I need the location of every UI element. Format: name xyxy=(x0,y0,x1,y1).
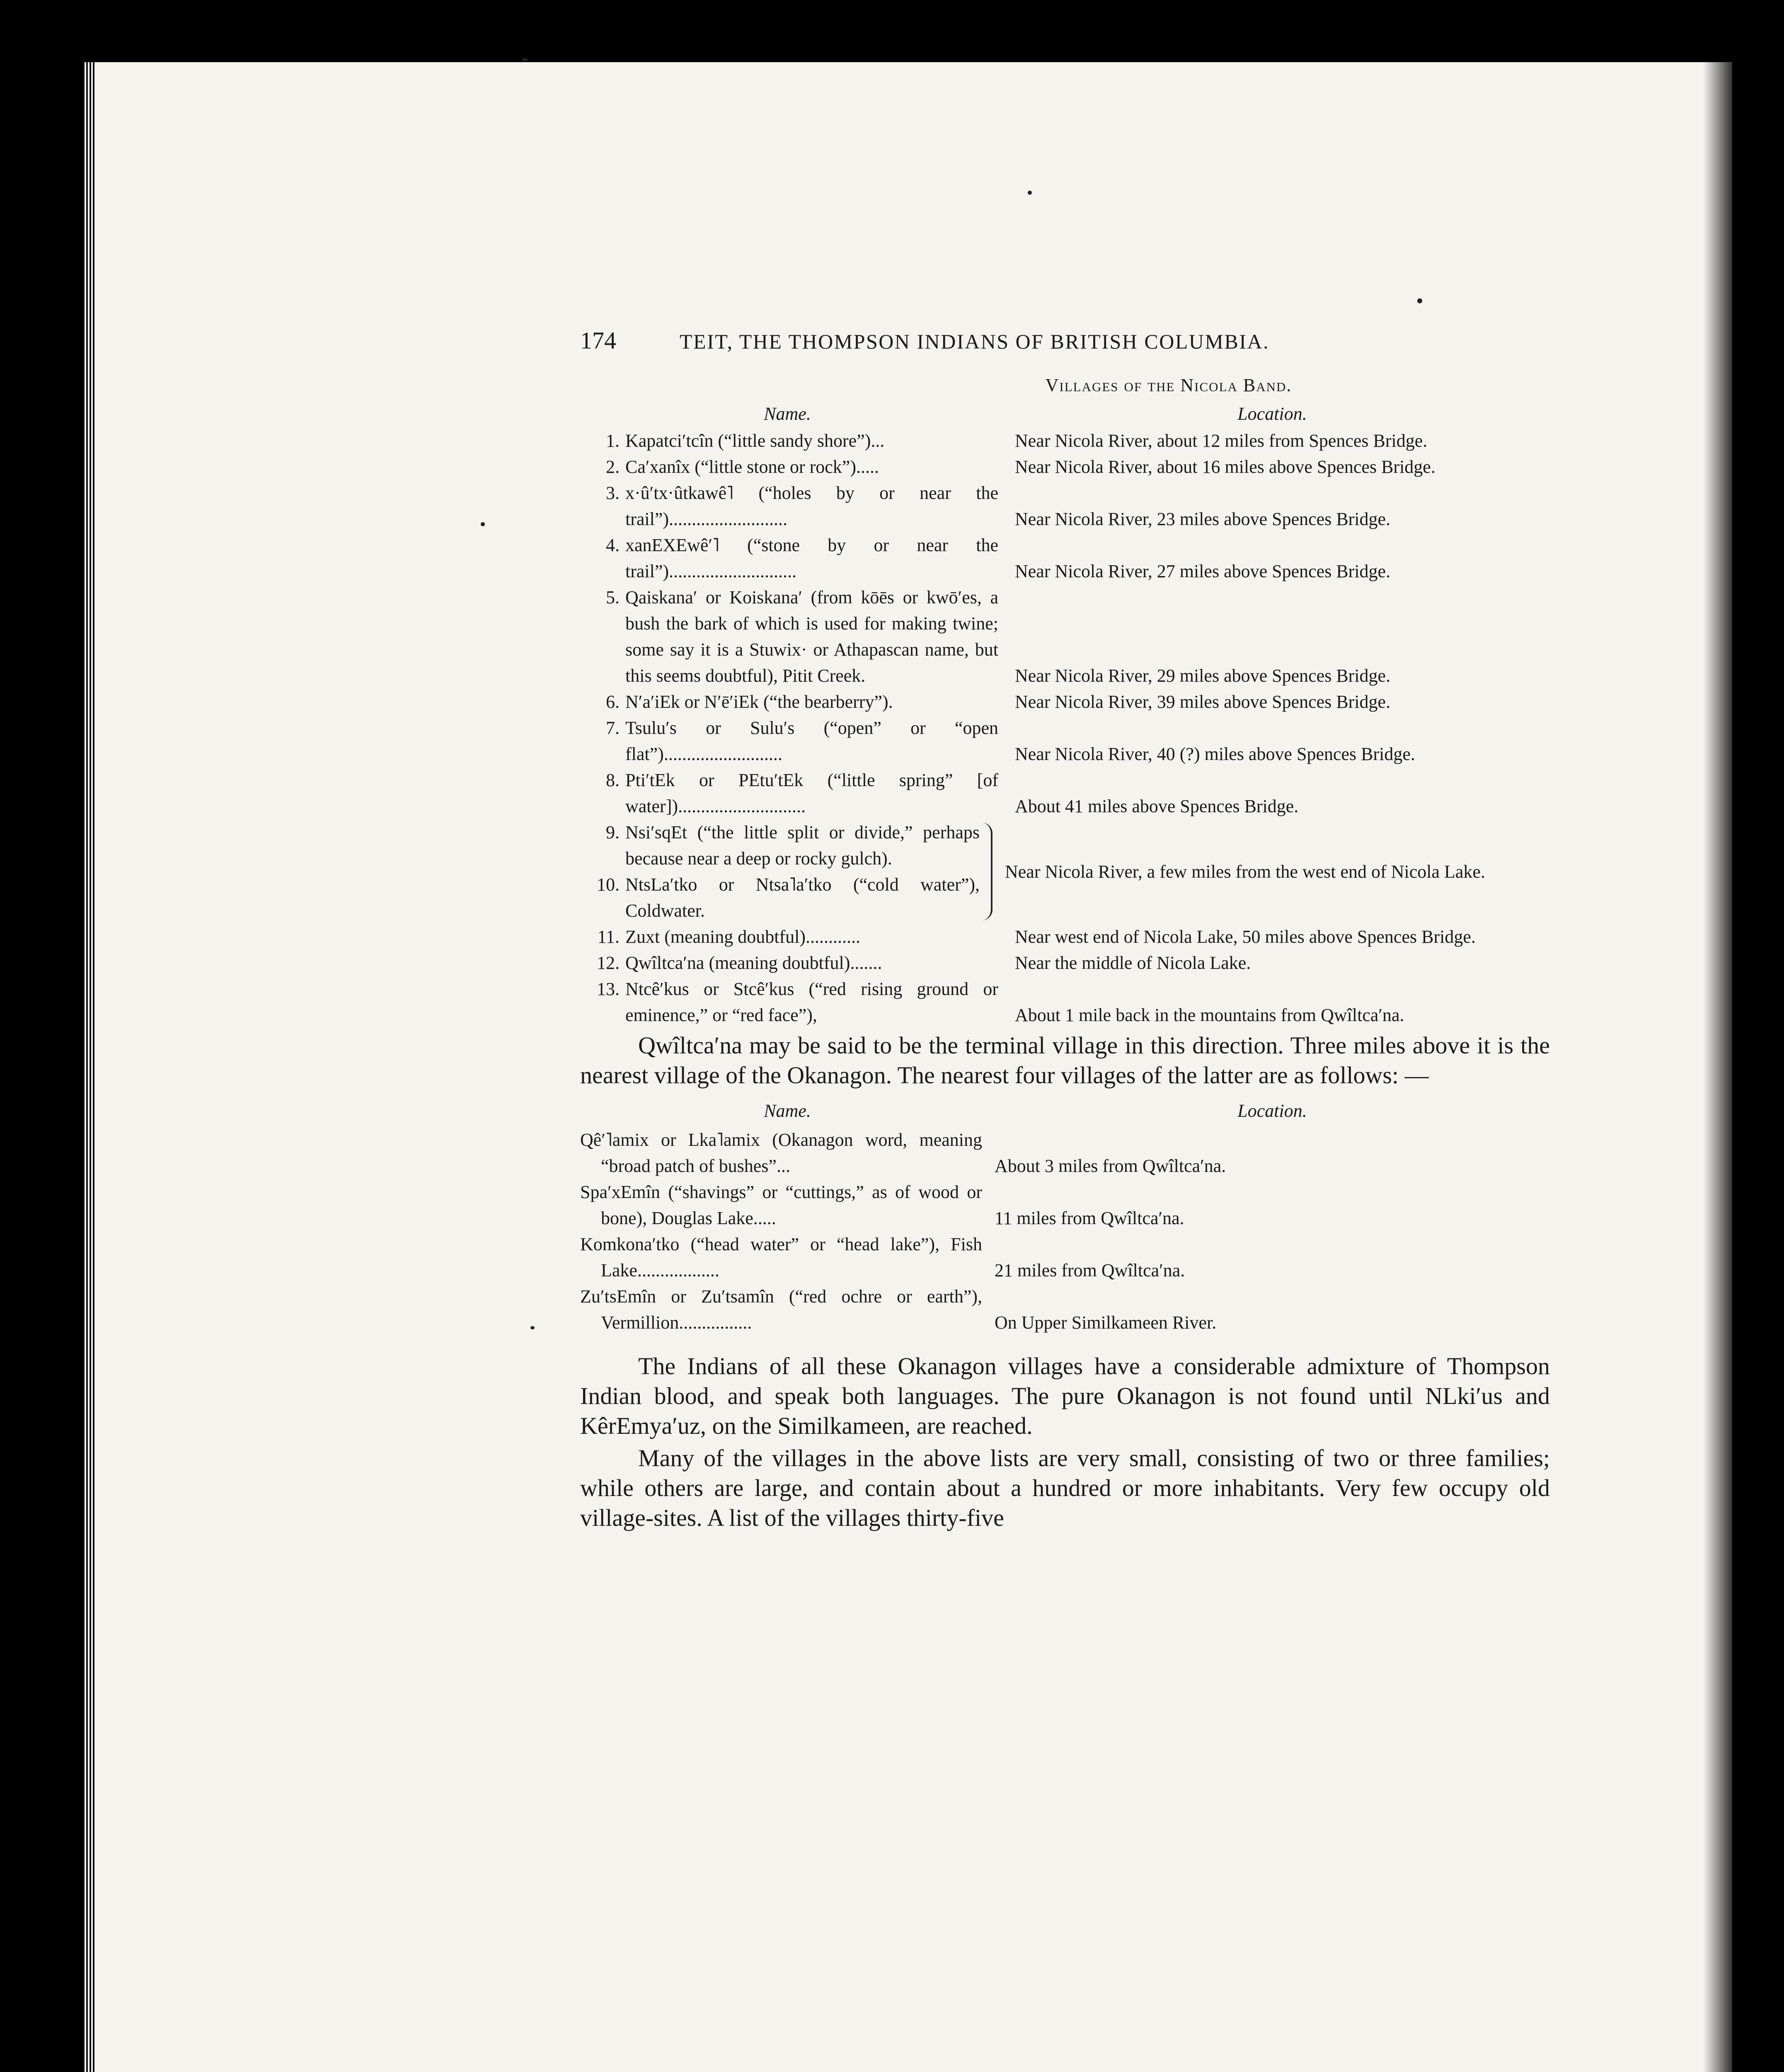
village-name: Pti′tEk or PEtu′tEk (“little spring” [of water])............................ xyxy=(625,770,998,816)
village-name: Qwîltca′na (meaning doubtful)....... xyxy=(625,953,882,973)
okanagon-entry xyxy=(580,1231,1550,1283)
village-name: Nsi′sqEt (“the little split or divide,” perhaps because near a deep or rocky gulch). xyxy=(625,822,980,869)
paragraph-admixture: The Indians of all these Okanagon villages have a considerable admixture of Thompson Indian blood, and speak both languages. The pure Okanagon is not found until NLki′us and KêrEmya′uz, on the Similkameen, are reached. xyxy=(580,1353,1550,1439)
village-number: 4. xyxy=(606,535,620,555)
village-location: Near Nicola River, a few miles from the west end of Nicola Lake. xyxy=(1005,861,1485,882)
okanagon-header-location: Location. xyxy=(1237,1101,1307,1121)
village-location-cell xyxy=(1011,454,1550,480)
village-number: 13. xyxy=(597,979,620,999)
village-location-cell xyxy=(1011,924,1550,950)
village-location-cell xyxy=(1011,976,1550,1028)
village-number: 10. xyxy=(597,874,620,895)
village-location: Near Nicola River, 27 miles above Spences Bridge. xyxy=(1015,561,1391,581)
bracketed-village-group xyxy=(580,819,1550,924)
page-number: 174 xyxy=(580,327,616,354)
okanagon-village-name: Qê′˥amix or Lka˥amix (Okanagon word, meaning “broad patch of bushes”... xyxy=(580,1130,982,1176)
village-number: 3. xyxy=(606,483,620,503)
village-location: About 41 miles above Spences Bridge. xyxy=(1015,796,1299,816)
village-entry xyxy=(580,767,1550,819)
okanagon-village-location: 21 miles from Qwîltca′na. xyxy=(995,1260,1185,1280)
page-edge-border xyxy=(83,62,95,2072)
village-number: 5. xyxy=(606,587,620,608)
paragraph-terminal-village: Qwîltca′na may be said to be the terminal village in this direction. Three miles above it is the nearest village of the Okanagon. The nearest four villages of the latter are as follows: — xyxy=(580,1032,1550,1089)
village-location: About 1 mile back in the mountains from Qwîltca′na. xyxy=(1015,1005,1404,1025)
village-location: Near Nicola River, about 12 miles from Spences Bridge. xyxy=(1015,431,1428,451)
village-entry xyxy=(580,976,1550,1028)
village-number: 12. xyxy=(597,953,620,973)
okanagon-village-list xyxy=(580,1127,1550,1336)
okanagon-header-name: Name. xyxy=(764,1101,811,1121)
bracketed-location xyxy=(992,819,1550,924)
okanagon-entry xyxy=(580,1127,1550,1179)
okanagon-entry xyxy=(580,1179,1550,1231)
village-number: 1. xyxy=(606,431,620,451)
village-entry xyxy=(580,819,992,871)
column-headers xyxy=(580,403,1550,425)
okanagon-village-location: About 3 miles from Qwîltca′na. xyxy=(995,1156,1226,1176)
running-header xyxy=(580,327,1550,355)
village-number: 11. xyxy=(597,927,620,947)
village-location: Near Nicola River, 23 miles above Spences Bridge. xyxy=(1015,509,1391,529)
village-name: Ntcê′kus or Stcê′kus (“red rising ground or eminence,” or “red face”), xyxy=(625,979,998,1025)
okanagon-village-location: On Upper Similkameen River. xyxy=(995,1312,1217,1333)
village-entry xyxy=(580,924,1550,950)
village-location-cell xyxy=(1011,480,1550,532)
scan-speck xyxy=(1417,298,1422,303)
village-location: Near Nicola River, about 16 miles above Spences Bridge. xyxy=(1015,457,1435,477)
village-list-a xyxy=(580,428,1550,819)
village-entry xyxy=(580,871,992,924)
village-entry xyxy=(580,480,1550,532)
village-name: x·û′tx·ûtkawê˥ (“holes by or near the trail”).......................... xyxy=(625,483,998,529)
okanagon-entry xyxy=(580,1283,1550,1336)
village-location-cell xyxy=(1011,767,1550,819)
okanagon-village-name: Komkona′tko (“head water” or “head lake”), Fish Lake.................. xyxy=(580,1234,982,1280)
village-number: 6. xyxy=(606,692,620,712)
village-location: Near the middle of Nicola Lake. xyxy=(1015,953,1251,973)
okanagon-village-location: 11 miles from Qwîltca′na. xyxy=(995,1208,1184,1228)
okanagon-village-name: Zu′tsEmîn or Zu′tsamîn (“red ochre or earth”), Vermillion................ xyxy=(580,1286,982,1333)
village-name: Zuxt (meaning doubtful)............ xyxy=(625,927,861,947)
village-location-cell xyxy=(1011,584,1550,689)
village-entry xyxy=(580,532,1550,584)
village-name: Qaiskana′ or Koiskana′ (from kōēs or kwō′es, a bush the bark of which is used for making twine; some say it is a Stuwix· or Athapascan name, but this seems doubtful), Pitit Creek. xyxy=(625,587,998,686)
scan-speck xyxy=(481,522,485,526)
village-entry xyxy=(580,584,1550,689)
village-name: Kapatci′tcîn (“little sandy shore”)... xyxy=(625,431,885,451)
village-location: Near west end of Nicola Lake, 50 miles above Spences Bridge. xyxy=(1015,927,1476,947)
village-location-cell xyxy=(1011,950,1550,976)
village-name: NtsLa′tko or Ntsa˥a′tko (“cold water”), Coldwater. xyxy=(625,874,980,921)
village-location: Near Nicola River, 29 miles above Spences Bridge. xyxy=(1015,666,1391,686)
village-number: 7. xyxy=(606,718,620,738)
village-name: xanEXEwê′˥ (“stone by or near the trail”)............................ xyxy=(625,535,998,581)
village-entry xyxy=(580,428,1550,454)
document-page xyxy=(580,327,1550,1533)
scan-speck xyxy=(530,1326,535,1329)
village-location-cell xyxy=(1011,428,1550,454)
bracketed-names xyxy=(580,819,992,924)
okanagon-village-name: Spa′xEmîn (“shavings” or “cuttings,” as of wood or bone), Douglas Lake..... xyxy=(580,1182,982,1228)
village-number: 8. xyxy=(606,770,620,790)
column-header-name: Name. xyxy=(764,404,811,424)
village-entry xyxy=(580,689,1550,715)
village-location-cell xyxy=(1011,689,1550,715)
paragraph-village-sizes: Many of the villages in the above lists are very small, consisting of two or three families; while others are large, and contain about a hundred or more inhabitants. Very few occupy old village-sites. A list of the villages thirty-five xyxy=(580,1445,1550,1531)
village-name: Ca′xanîx (“little stone or rock”)..... xyxy=(625,457,879,477)
village-location: Near Nicola River, 39 miles above Spences Bridge. xyxy=(1015,692,1391,712)
village-number: 2. xyxy=(606,457,620,477)
village-name: N′a′iEk or N′ē′iEk (“the bearberry”). xyxy=(625,692,893,712)
village-location-cell xyxy=(1011,715,1550,767)
village-location: Near Nicola River, 40 (?) miles above Spences Bridge. xyxy=(1015,744,1415,764)
running-title: TEIT, THE THOMPSON INDIANS OF BRITISH COLUMBIA. xyxy=(680,330,1270,353)
village-number: 9. xyxy=(606,822,620,842)
village-list-b xyxy=(580,924,1550,1028)
scan-speck xyxy=(522,58,528,61)
village-entry xyxy=(580,454,1550,480)
village-entry xyxy=(580,715,1550,767)
section-title: Villages of the Nicola Band. xyxy=(1045,375,1292,395)
village-name: Tsulu′s or Sulu′s (“open” or “open flat”).......................... xyxy=(625,718,998,764)
page-binding-shadow xyxy=(1703,62,1732,2072)
okanagon-column-headers xyxy=(580,1098,1550,1124)
scan-speck xyxy=(1028,191,1032,195)
grouping-brace xyxy=(982,823,992,920)
village-entry xyxy=(580,950,1550,976)
village-location-cell xyxy=(1011,532,1550,584)
column-header-location: Location. xyxy=(1237,404,1307,424)
